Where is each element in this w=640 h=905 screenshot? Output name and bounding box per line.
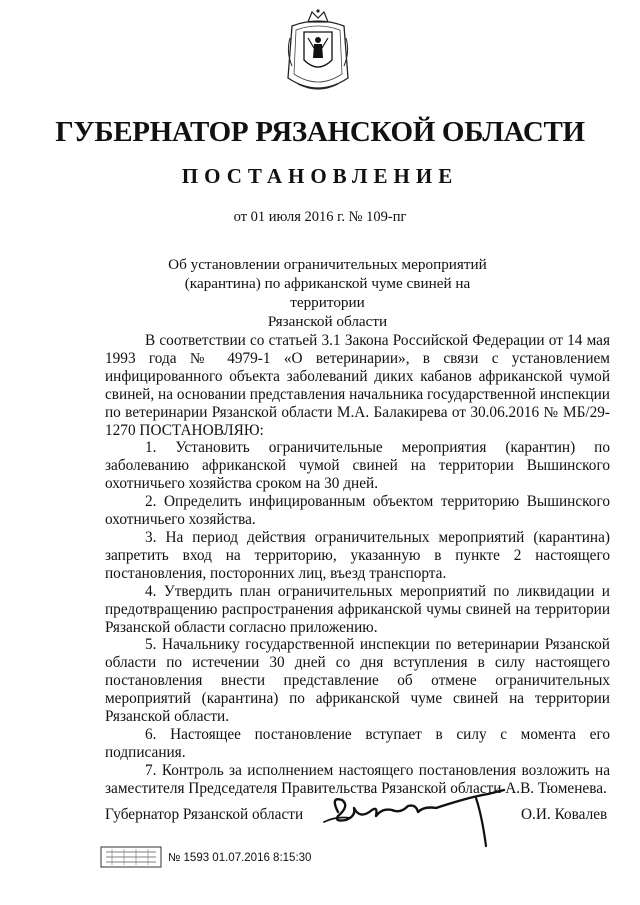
document-date-number: от 01 июля 2016 г. № 109-пг <box>233 209 407 225</box>
heading-line: Об установлении ограничительных мероприятий <box>168 256 487 273</box>
body-paragraph: 7. Контроль за исполнением настоящего постановления возложить на заместителя Председателя Правительства Рязанской области А.В. Тюменева. <box>105 761 610 797</box>
document-authority-title: ГУБЕРНАТОР РЯЗАНСКОЙ ОБЛАСТИ <box>55 116 585 148</box>
heading-line: (карантина) по африканской чуме свиней на территории <box>184 275 471 311</box>
body-paragraph: 4. Утвердить план ограничительных мероприятий по ликвидации и предотвращению распространения африканской чумы свиней на территории Рязанской области согласно приложению. <box>105 582 610 636</box>
registration-number: № 1593 01.07.2016 8:15:30 <box>168 852 312 864</box>
signatory-name: О.И. Ковалев <box>521 806 608 823</box>
document-heading <box>160 255 495 331</box>
signatory-position: Губернатор Рязанской области <box>105 806 304 823</box>
body-paragraph: 3. На период действия ограничительных мероприятий (карантина) запретить вход на территорию, указанную в пункте 2 настоящего постановления, посторонних лиц, въезд транспорта. <box>105 528 610 582</box>
body-paragraph: 1. Установить ограничительные мероприятия (карантин) по заболеванию африканской чумой свиней на территории Вышинского охотничьего хозяйства сроком на 30 дней. <box>105 439 610 493</box>
registry-stamp-icon <box>100 846 162 868</box>
body-paragraph: В соответствии со статьей 3.1 Закона Российской Федерации от 14 мая 1993 года № 4979-1 «О ветеринарии», в связи с установлением инфицированного объекта заболеваний диких кабанов африканской чумой свиней, на основании представления начальника государственной инспекции по ветеринарии Рязанской области М.А. Балакирева от 30.06.2016 № МБ/29-1270 ПОСТАНОВЛЯЮ: <box>105 332 610 439</box>
heading-line: Рязанской области <box>267 313 388 330</box>
body-paragraph: 6. Настоящее постановление вступает в силу с момента его подписания. <box>105 725 610 761</box>
body-paragraph: 2. Определить инфицированным объектом территорию Вышинского охотничьего хозяйства. <box>105 493 610 529</box>
handwritten-signature <box>316 786 512 852</box>
document-body <box>105 332 610 798</box>
body-paragraph: 5. Начальнику государственной инспекции по ветеринарии Рязанской области по истечении 30 дней со дня вступления в силу настоящего постановления внести представление об отмене ограничительных мероприятий (карантина) по африканской чуме свиней на территории Рязанской области. <box>105 636 610 726</box>
coat-of-arms-icon <box>284 8 352 98</box>
document-type-title: ПОСТАНОВЛЕНИЕ <box>181 164 459 188</box>
